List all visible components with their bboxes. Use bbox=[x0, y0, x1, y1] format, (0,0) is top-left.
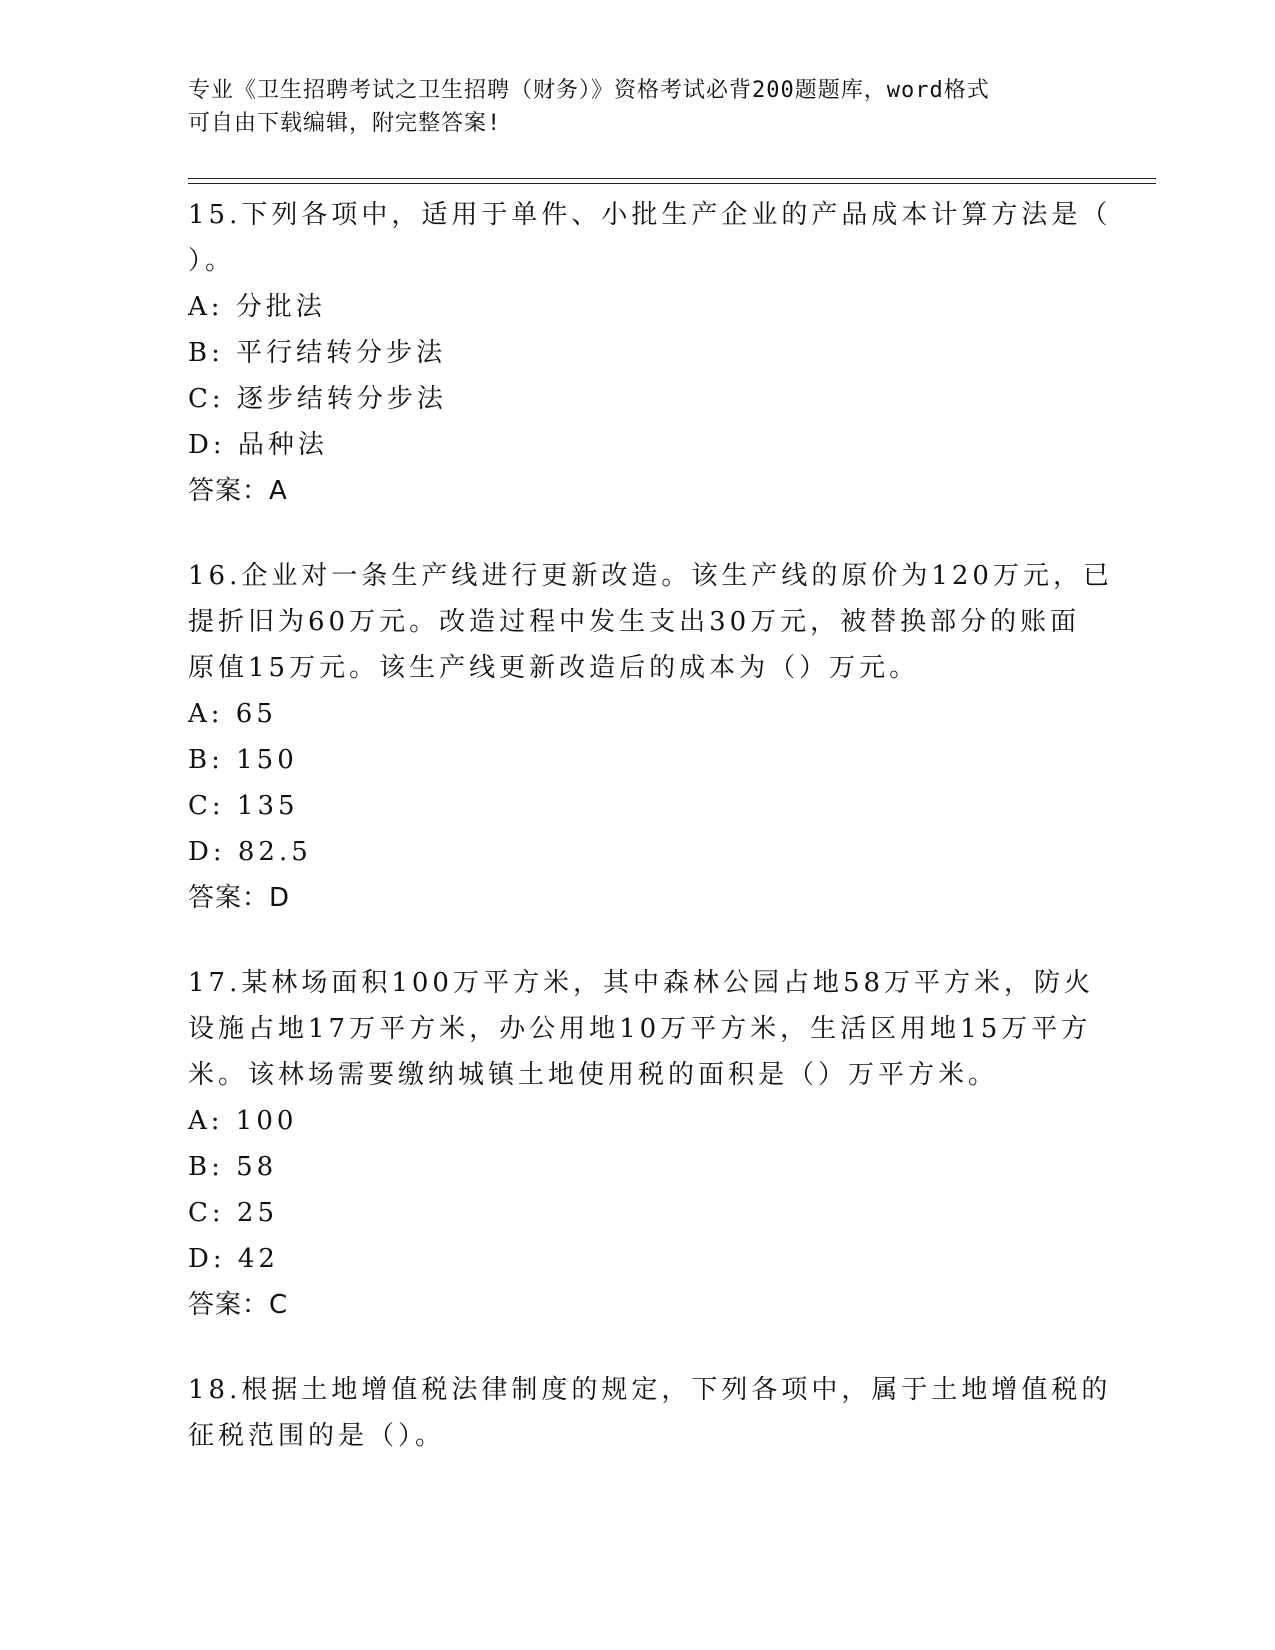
option-c: C: 25 bbox=[188, 1198, 279, 1228]
header-line: 可自由下载编辑，附完整答案! bbox=[188, 111, 502, 136]
option-a: A: 分批法 bbox=[188, 292, 326, 322]
option-d: D: 82.5 bbox=[188, 837, 312, 867]
question-stem: 18.根据土地增值税法律制度的规定，下列各项中，属于土地增值税的 bbox=[188, 1375, 1112, 1405]
option-d: D: 品种法 bbox=[188, 430, 328, 460]
answer-key: 答案：A bbox=[188, 476, 288, 506]
option-b: B: 58 bbox=[188, 1152, 278, 1182]
answer-key: 答案：C bbox=[188, 1290, 289, 1320]
header-line: 专业《卫生招聘考试之卫生招聘（财务）》资格考试必背200题题库，word格式 bbox=[188, 78, 990, 103]
answer-key: 答案：D bbox=[188, 883, 291, 913]
question-stem: 设施占地17万平方米，办公用地10万平方米，生活区用地15万平方 bbox=[188, 1014, 1092, 1044]
document-header bbox=[188, 74, 1068, 140]
option-c: C: 135 bbox=[188, 791, 299, 821]
question-stem: 16.企业对一条生产线进行更新改造。该生产线的原价为120万元，已 bbox=[188, 561, 1113, 591]
option-b: B: 150 bbox=[188, 745, 298, 775]
question-stem: 原值15万元。该生产线更新改造后的成本为（）万元。 bbox=[188, 653, 920, 683]
option-b: B: 平行结转分步法 bbox=[188, 338, 447, 368]
question-15 bbox=[188, 192, 1112, 514]
question-stem: 17.某林场面积100万平方米，其中森林公园占地58万平方米，防火 bbox=[188, 968, 1095, 998]
question-stem: 提折旧为60万元。改造过程中发生支出30万元，被替换部分的账面 bbox=[188, 607, 1081, 637]
header-divider bbox=[188, 183, 1156, 184]
question-17 bbox=[188, 960, 1095, 1328]
question-stem: 米。该林场需要缴纳城镇土地使用税的面积是（）万平方米。 bbox=[188, 1060, 999, 1090]
question-stem: ）。 bbox=[188, 246, 236, 276]
option-c: C: 逐步结转分步法 bbox=[188, 384, 447, 414]
option-a: A: 65 bbox=[188, 699, 277, 729]
question-stem: 征税范围的是（）。 bbox=[188, 1421, 446, 1451]
header-divider bbox=[188, 178, 1156, 179]
question-18 bbox=[188, 1367, 1112, 1459]
question-list bbox=[188, 192, 1113, 1498]
option-d: D: 42 bbox=[188, 1244, 279, 1274]
question-16 bbox=[188, 553, 1113, 921]
question-stem: 15.下列各项中，适用于单件、小批生产企业的产品成本计算方法是（ bbox=[188, 200, 1112, 230]
option-a: A: 100 bbox=[188, 1106, 298, 1136]
